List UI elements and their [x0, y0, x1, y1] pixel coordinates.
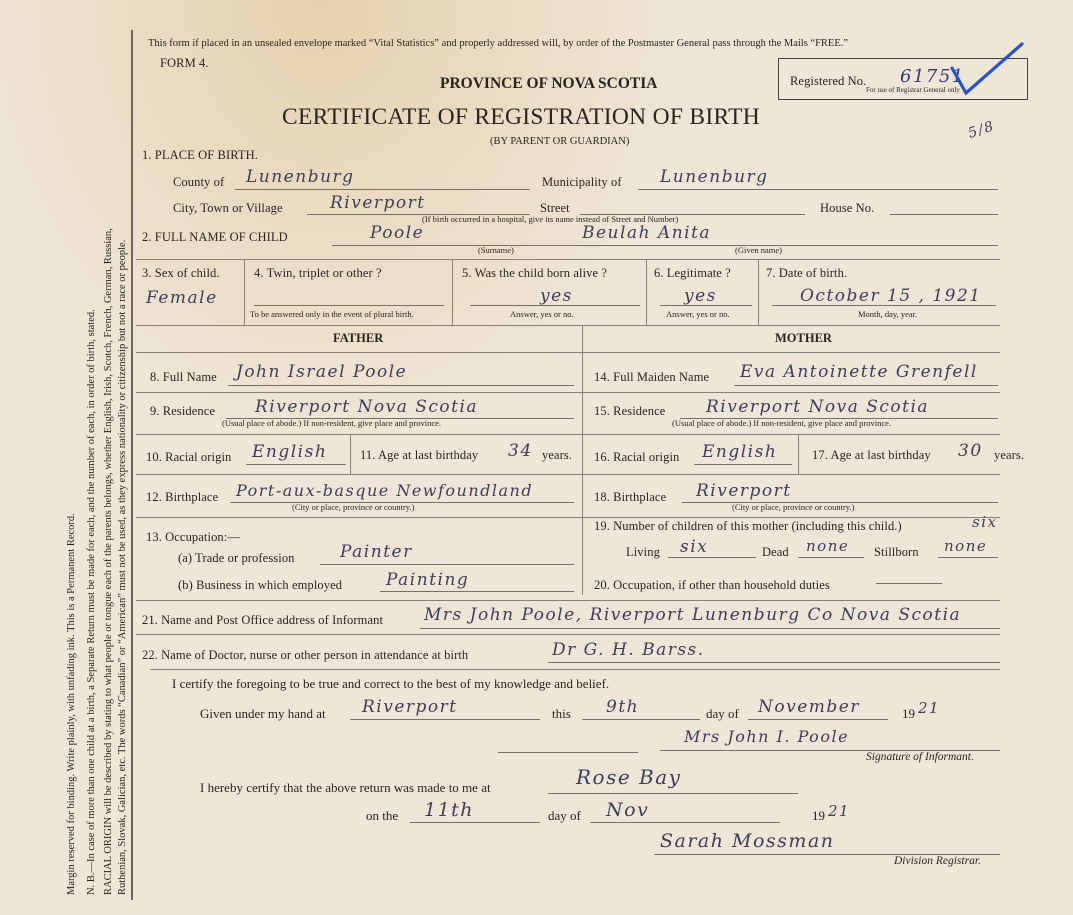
dead-label: Dead: [762, 545, 789, 559]
form-number: FORM 4.: [160, 56, 209, 70]
father-birthplace-value: Port-aux-basque Newfoundland: [236, 481, 534, 500]
stillborn-label: Stillborn: [874, 545, 919, 559]
hospital-note: (If birth occurred in a hospital, give its name instead of Street and Number): [422, 214, 679, 224]
place-label: 1. PLACE OF BIRTH.: [142, 148, 258, 162]
mother-birthplace-label: 18. Birthplace: [594, 490, 667, 504]
twin-line: [254, 305, 444, 306]
corner-mark: 5/8: [966, 118, 997, 142]
city-label: City, Town or Village: [173, 201, 283, 215]
date-note: Month, day, year.: [858, 309, 918, 319]
house-label: House No.: [820, 201, 875, 215]
child-name-label: 2. FULL NAME OF CHILD: [142, 230, 288, 244]
father-occupation-label: 13. Occupation:—: [146, 530, 240, 544]
blue-check-mark: [944, 38, 1028, 100]
father-birthplace-note: (City or place, province or country.): [292, 502, 415, 512]
municipality-line: [638, 189, 998, 190]
mother-race-value: English: [702, 442, 778, 462]
alive-label: 5. Was the child born alive ?: [462, 266, 608, 280]
sex-value: Female: [146, 288, 218, 308]
informant-line: [420, 628, 1000, 629]
registrar-signature-label: Division Registrar.: [894, 855, 981, 867]
mother-age-label: 17. Age at last birthday: [812, 448, 931, 462]
legit-value: yes: [684, 286, 717, 306]
dead-line: [798, 557, 864, 558]
father-race-line: [246, 464, 346, 465]
mother-name-label: 14. Full Maiden Name: [594, 370, 710, 384]
municipality-value: Lunenburg: [660, 167, 769, 187]
row3-div-4: [758, 259, 759, 325]
blank-signature-line: [498, 752, 638, 753]
father-name-line: [228, 385, 574, 386]
given-label: Given under my hand at: [200, 706, 326, 721]
row3-div-1: [244, 259, 245, 325]
mother-race-label: 16. Racial origin: [594, 450, 680, 464]
margin-divider: [131, 30, 133, 900]
registered-label: Registered No.: [790, 74, 867, 88]
father-race-value: English: [252, 442, 328, 462]
children-label: 19. Number of children of this mother (including this child.): [594, 519, 902, 533]
business-label: (b) Business in which employed: [178, 578, 343, 592]
given-dayof-label: day of: [706, 706, 739, 721]
given-day-line: [582, 719, 700, 720]
father-birthplace-label: 12. Birthplace: [146, 490, 219, 504]
father-years-label: years.: [542, 448, 573, 462]
margin-line-3: RACIAL ORIGIN will be described by stating to what people or tongue each of the parents belongs, whether English, Irish, Scotch, French, German, Russian,: [103, 228, 114, 895]
living-line: [668, 557, 756, 558]
margin-line-2: N. B.—In case of more than one child at a birth, a Separate Return must be made for each, and the number of each, in order of birth, stated.: [86, 309, 97, 895]
trade-label: (a) Trade or profession: [178, 551, 295, 565]
margin-line-1: Margin reserved for binding. Write plainly, with unfading ink. This is a Permanent Record.: [66, 513, 77, 895]
given-month-value: November: [758, 697, 860, 717]
informant-value: Mrs John Poole, Riverport Lunenburg Co Nova Scotia: [424, 605, 962, 625]
alive-note: Answer, yes or no.: [510, 309, 574, 319]
father-residence-note: (Usual place of abode.) If non-resident, give place and province.: [222, 418, 442, 428]
legit-note: Answer, yes or no.: [666, 309, 730, 319]
row3-div-2: [452, 259, 453, 325]
given-day-value: 9th: [606, 697, 640, 717]
county-value: Lunenburg: [246, 167, 355, 187]
registrar-day-value: 11th: [424, 799, 475, 821]
registrar-signature: Sarah Mossman: [660, 830, 835, 852]
sex-label: 3. Sex of child.: [142, 266, 220, 280]
doctor-line: [548, 662, 1000, 663]
stillborn-line: [938, 557, 998, 558]
business-line: [380, 591, 574, 592]
doctor-rule: [150, 669, 1000, 670]
father-residence-label: 9. Residence: [150, 404, 216, 418]
county-label: County of: [173, 175, 225, 189]
parent-rule-3: [136, 474, 1000, 475]
father-name-value: John Israel Poole: [236, 362, 408, 382]
registrar-place-line: [548, 793, 798, 794]
registrar-year-value: 21: [828, 802, 851, 820]
parent-rule-5: [136, 600, 1000, 601]
father-race-divider: [350, 434, 351, 474]
stillborn-value: none: [944, 537, 988, 555]
date-label: 7. Date of birth.: [766, 266, 848, 280]
mother-name-value: Eva Antoinette Grenfell: [740, 362, 978, 382]
doctor-label: 22. Name of Doctor, nurse or other person in attendance at birth: [142, 648, 469, 662]
house-line: [890, 214, 998, 215]
father-age-value: 34: [508, 441, 533, 461]
alive-value: yes: [540, 286, 573, 306]
mother-occupation-label: 20. Occupation, if other than household duties: [594, 578, 830, 592]
on-the-label: on the: [366, 808, 399, 823]
registrar-month-value: Nov: [606, 799, 650, 821]
registrar-month-line: [590, 822, 780, 823]
living-value: six: [680, 537, 709, 557]
municipality-label: Municipality of: [542, 175, 622, 189]
registrar-statement: I hereby certify that the above return was made to me at: [200, 780, 491, 795]
province-title: PROVINCE OF NOVA SCOTIA: [440, 75, 658, 92]
certify-statement: I certify the foregoing to be true and correct to the best of my knowledge and belief.: [172, 676, 610, 691]
child-given-name: Beulah Anita: [582, 223, 712, 243]
trade-value: Painter: [340, 542, 413, 562]
registrar-dayof-label: day of: [548, 808, 581, 823]
children-value: six: [972, 513, 998, 531]
mother-age-value: 30: [958, 441, 983, 461]
mother-residence-note: (Usual place of abode.) If non-resident, give place and province.: [672, 418, 892, 428]
given-month-line: [748, 719, 888, 720]
mother-years-label: years.: [994, 448, 1025, 462]
father-residence-value: Riverport Nova Scotia: [255, 397, 479, 417]
mother-residence-label: 15. Residence: [594, 404, 666, 418]
parents-divider: [582, 325, 583, 595]
county-line: [235, 189, 530, 190]
given-note: (Given name): [735, 245, 782, 255]
margin-notes: [66, 513, 77, 905]
father-age-label: 11. Age at last birthday: [360, 448, 479, 462]
given-place-value: Riverport: [362, 697, 458, 717]
row3-div-3: [646, 259, 647, 325]
given-year-prefix: 19: [902, 706, 915, 721]
twin-label: 4. Twin, triplet or other ?: [254, 266, 382, 280]
legit-label: 6. Legitimate ?: [654, 266, 731, 280]
mother-residence-value: Riverport Nova Scotia: [706, 397, 930, 417]
mother-birthplace-value: Riverport: [696, 481, 792, 501]
page-subtitle: (BY PARENT OR GUARDIAN): [490, 136, 630, 147]
row3-top-rule: [136, 259, 1000, 260]
row3-bottom-rule: [136, 325, 1000, 326]
page-title: CERTIFICATE OF REGISTRATION OF BIRTH: [282, 104, 760, 130]
father-race-label: 10. Racial origin: [146, 450, 232, 464]
father-name-label: 8. Full Name: [150, 370, 217, 384]
surname-note: (Surname): [478, 245, 514, 255]
twin-note: To be answered only in the event of plural birth.: [250, 309, 414, 319]
mother-birthplace-note: (City or place, province or country.): [732, 502, 855, 512]
registrar-note: For use of Registrar General only: [866, 86, 960, 94]
parent-heading-rule: [136, 352, 1000, 353]
living-label: Living: [626, 545, 660, 559]
mother-name-line: [734, 385, 998, 386]
doctor-value: Dr G. H. Barss.: [552, 640, 705, 660]
given-place-line: [350, 719, 540, 720]
parent-rule-1: [136, 392, 1000, 393]
registrar-day-line: [410, 822, 540, 823]
registrar-place-value: Rose Bay: [576, 765, 682, 789]
informant-signature-label: Signature of Informant.: [866, 751, 974, 763]
city-value: Riverport: [330, 193, 426, 213]
child-name-line: [332, 245, 998, 246]
mother-race-divider: [798, 434, 799, 474]
parent-rule-2: [136, 434, 1000, 435]
date-value: October 15 , 1921: [800, 286, 982, 306]
informant-signature: Mrs John I. Poole: [684, 727, 850, 746]
this-label: this: [552, 706, 571, 721]
father-heading: FATHER: [333, 331, 384, 345]
street-label: Street: [540, 201, 570, 215]
business-value: Painting: [386, 570, 470, 590]
mail-note: This form if placed in an unsealed envelope marked “Vital Statistics” and properly addressed will, by order of the Postmaster General pass through the Mails “FREE.”: [148, 38, 849, 49]
mother-occupation-line: [876, 583, 942, 584]
registrar-year-prefix: 19: [812, 808, 825, 823]
child-surname: Poole: [370, 223, 425, 243]
informant-label: 21. Name and Post Office address of Informant: [142, 613, 384, 627]
informant-rule: [136, 634, 1000, 635]
mother-heading: MOTHER: [775, 331, 832, 345]
dead-value: none: [806, 537, 850, 555]
parent-rule-4: [136, 517, 1000, 518]
mother-race-line: [694, 464, 792, 465]
margin-line-4: Ruthenian, Slovak, Galician, etc. The words “Canadian” or “American” must not be used, as they express nationality or citizenship but not a race or people.: [117, 239, 128, 895]
trade-line: [320, 564, 574, 565]
registered-number: 61751: [900, 66, 965, 87]
given-year-value: 21: [918, 699, 941, 717]
